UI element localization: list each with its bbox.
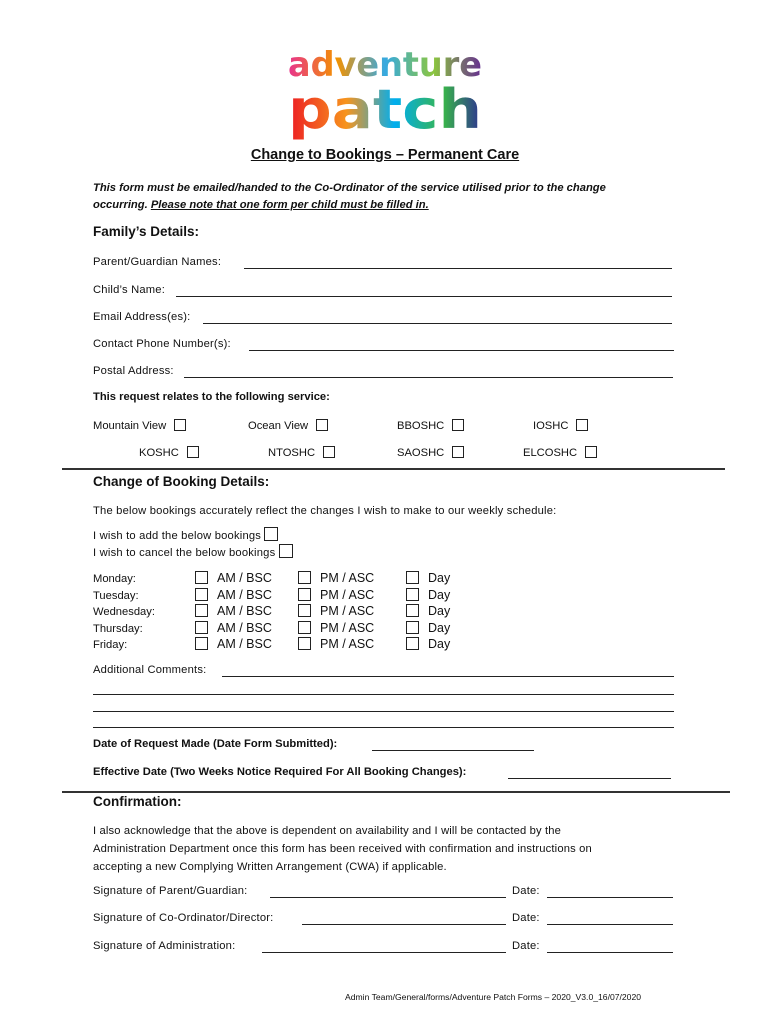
email-label: Email Address(es):	[93, 311, 191, 323]
service-label: SAOSHC	[397, 447, 445, 459]
monday-am-checkbox[interactable]	[195, 571, 208, 584]
service-label: NTOSHC	[268, 447, 316, 459]
monday-pm-option[interactable]	[298, 571, 374, 585]
section-divider	[62, 791, 730, 793]
logo-line-1: adventure	[288, 45, 482, 85]
thursday-am-option[interactable]	[195, 621, 272, 635]
am-label: AM / BSC	[217, 588, 272, 602]
thursday-pm-option[interactable]	[298, 621, 374, 635]
service-label: BBOSHC	[397, 420, 445, 432]
logo-line-2: patch	[288, 78, 482, 140]
service-checkbox[interactable]	[174, 419, 186, 431]
comments-field-line-2[interactable]	[93, 694, 674, 695]
day-label-thursday: Thursday:	[93, 623, 143, 635]
add-bookings-checkbox[interactable]	[264, 527, 278, 541]
thursday-am-checkbox[interactable]	[195, 621, 208, 634]
pm-label: PM / ASC	[320, 571, 375, 585]
email-field[interactable]	[203, 323, 672, 324]
date-request-label: Date of Request Made (Date Form Submitted):	[93, 738, 338, 750]
form-intro	[93, 180, 693, 214]
sig-parent-date-field[interactable]	[547, 897, 673, 898]
sig-admin-field[interactable]	[262, 952, 506, 953]
service-ocean-view[interactable]	[248, 419, 328, 432]
tuesday-pm-checkbox[interactable]	[298, 588, 311, 601]
sig-coord-label: Signature of Co-Ordinator/Director:	[93, 912, 274, 924]
tuesday-day-option[interactable]	[406, 588, 450, 602]
service-label: IOSHC	[533, 420, 569, 432]
postal-label: Postal Address:	[93, 365, 174, 377]
intro-line-2a: occurring.	[93, 199, 148, 211]
parent-names-field[interactable]	[244, 268, 672, 269]
friday-am-checkbox[interactable]	[195, 637, 208, 650]
service-bboshc[interactable]	[397, 419, 464, 432]
day-label-friday: Friday:	[93, 639, 128, 651]
thursday-day-option[interactable]	[406, 621, 450, 635]
wednesday-pm-option[interactable]	[298, 604, 374, 618]
tuesday-am-checkbox[interactable]	[195, 588, 208, 601]
day-label: Day	[428, 621, 451, 635]
cancel-bookings-checkbox[interactable]	[279, 544, 293, 558]
intro-line-2b: Please note that one form per child must be filled in.	[150, 199, 429, 211]
service-mountain-view[interactable]	[93, 419, 186, 432]
sig-coord-field[interactable]	[302, 924, 506, 925]
friday-pm-checkbox[interactable]	[298, 637, 311, 650]
day-label: Day	[428, 604, 451, 618]
family-details-heading: Family’s Details:	[93, 224, 200, 239]
monday-day-checkbox[interactable]	[406, 571, 419, 584]
wednesday-am-checkbox[interactable]	[195, 604, 208, 617]
pm-label: PM / ASC	[320, 588, 375, 602]
day-label: Day	[428, 571, 451, 585]
service-label: KOSHC	[139, 447, 179, 459]
tuesday-pm-option[interactable]	[298, 588, 374, 602]
tuesday-day-checkbox[interactable]	[406, 588, 419, 601]
service-ntoshc[interactable]	[268, 446, 335, 459]
am-label: AM / BSC	[217, 621, 272, 635]
form-title: Change to Bookings – Permanent Care	[250, 147, 520, 163]
thursday-pm-checkbox[interactable]	[298, 621, 311, 634]
sig-admin-date-label: Date:	[512, 940, 540, 952]
day-label-tuesday: Tuesday:	[93, 590, 139, 602]
effective-date-field[interactable]	[508, 778, 671, 779]
wednesday-day-option[interactable]	[406, 604, 450, 618]
sig-coord-date-label: Date:	[512, 912, 540, 924]
sig-admin-date-field[interactable]	[547, 952, 673, 953]
pm-label: PM / ASC	[320, 637, 375, 651]
friday-pm-option[interactable]	[298, 637, 374, 651]
wednesday-pm-checkbox[interactable]	[298, 604, 311, 617]
friday-day-checkbox[interactable]	[406, 637, 419, 650]
service-koshc[interactable]	[139, 446, 199, 459]
add-bookings-label: I wish to add the below bookings	[93, 530, 262, 542]
sig-parent-date-label: Date:	[512, 885, 540, 897]
sig-parent-label: Signature of Parent/Guardian:	[93, 885, 248, 897]
service-checkbox[interactable]	[323, 446, 335, 458]
monday-day-option[interactable]	[406, 571, 450, 585]
service-checkbox[interactable]	[452, 419, 464, 431]
day-label-wednesday: Wednesday:	[93, 606, 155, 618]
comments-field-line-1[interactable]	[222, 676, 674, 677]
sig-admin-label: Signature of Administration:	[93, 940, 236, 952]
wednesday-day-checkbox[interactable]	[406, 604, 419, 617]
service-checkbox[interactable]	[316, 419, 328, 431]
comments-label: Additional Comments:	[93, 664, 207, 676]
service-checkbox[interactable]	[585, 446, 597, 458]
service-label: Ocean View	[248, 420, 309, 432]
cancel-bookings-label: I wish to cancel the below bookings	[93, 547, 276, 559]
service-checkbox[interactable]	[452, 446, 464, 458]
sig-coord-date-field[interactable]	[547, 924, 673, 925]
confirmation-heading: Confirmation:	[93, 794, 182, 809]
effective-date-label: Effective Date (Two Weeks Notice Required For All Booking Changes):	[93, 766, 467, 778]
confirmation-line-2: Administration Department once this form has been received with confirmation and instructions on	[93, 843, 592, 855]
footer-path: Admin Team/General/forms/Adventure Patch Forms – 2020_V3.0_16/07/2020	[345, 992, 642, 1002]
pm-label: PM / ASC	[320, 604, 375, 618]
service-checkbox[interactable]	[187, 446, 199, 458]
monday-am-option[interactable]	[195, 571, 272, 585]
intro-line-1: This form must be emailed/handed to the Co-Ordinator of the service utilised prior to the change	[93, 182, 606, 194]
cancel-bookings-option[interactable]	[93, 544, 293, 559]
booking-description: The below bookings accurately reflect the changes I wish to make to our weekly schedule:	[93, 505, 557, 517]
booking-details-heading: Change of Booking Details:	[93, 474, 270, 489]
day-label-monday: Monday:	[93, 573, 136, 585]
comments-field-line-3[interactable]	[93, 711, 674, 712]
am-label: AM / BSC	[217, 571, 272, 585]
confirmation-line-1: I also acknowledge that the above is dependent on availability and I will be contacted by the	[93, 825, 561, 837]
service-label: Mountain View	[93, 420, 167, 432]
postal-field[interactable]	[184, 377, 673, 378]
sig-parent-field[interactable]	[270, 897, 506, 898]
service-prompt: This request relates to the following service:	[93, 391, 330, 403]
comments-field-line-4[interactable]	[93, 727, 674, 728]
am-label: AM / BSC	[217, 637, 272, 651]
parent-names-label: Parent/Guardian Names:	[93, 256, 222, 268]
monday-pm-checkbox[interactable]	[298, 571, 311, 584]
section-divider	[62, 468, 725, 470]
am-label: AM / BSC	[217, 604, 272, 618]
service-saoshc[interactable]	[397, 446, 464, 459]
tuesday-am-option[interactable]	[195, 588, 272, 602]
friday-day-option[interactable]	[406, 637, 450, 651]
phone-field[interactable]	[249, 350, 674, 351]
thursday-day-checkbox[interactable]	[406, 621, 419, 634]
date-request-field[interactable]	[372, 750, 534, 751]
adventure-patch-logo	[286, 40, 486, 140]
day-label: Day	[428, 637, 451, 651]
service-ioshc[interactable]	[533, 419, 588, 432]
add-bookings-option[interactable]	[93, 527, 278, 542]
service-label: ELCOSHC	[523, 447, 578, 459]
confirmation-line-3: accepting a new Complying Written Arrangement (CWA) if applicable.	[93, 861, 447, 873]
child-name-field[interactable]	[176, 296, 672, 297]
pm-label: PM / ASC	[320, 621, 375, 635]
service-elcoshc[interactable]	[523, 446, 597, 459]
child-name-label: Child’s Name:	[93, 284, 166, 296]
confirmation-text	[93, 822, 653, 876]
service-checkbox[interactable]	[576, 419, 588, 431]
friday-am-option[interactable]	[195, 637, 272, 651]
wednesday-am-option[interactable]	[195, 604, 272, 618]
day-label: Day	[428, 588, 451, 602]
phone-label: Contact Phone Number(s):	[93, 338, 231, 350]
